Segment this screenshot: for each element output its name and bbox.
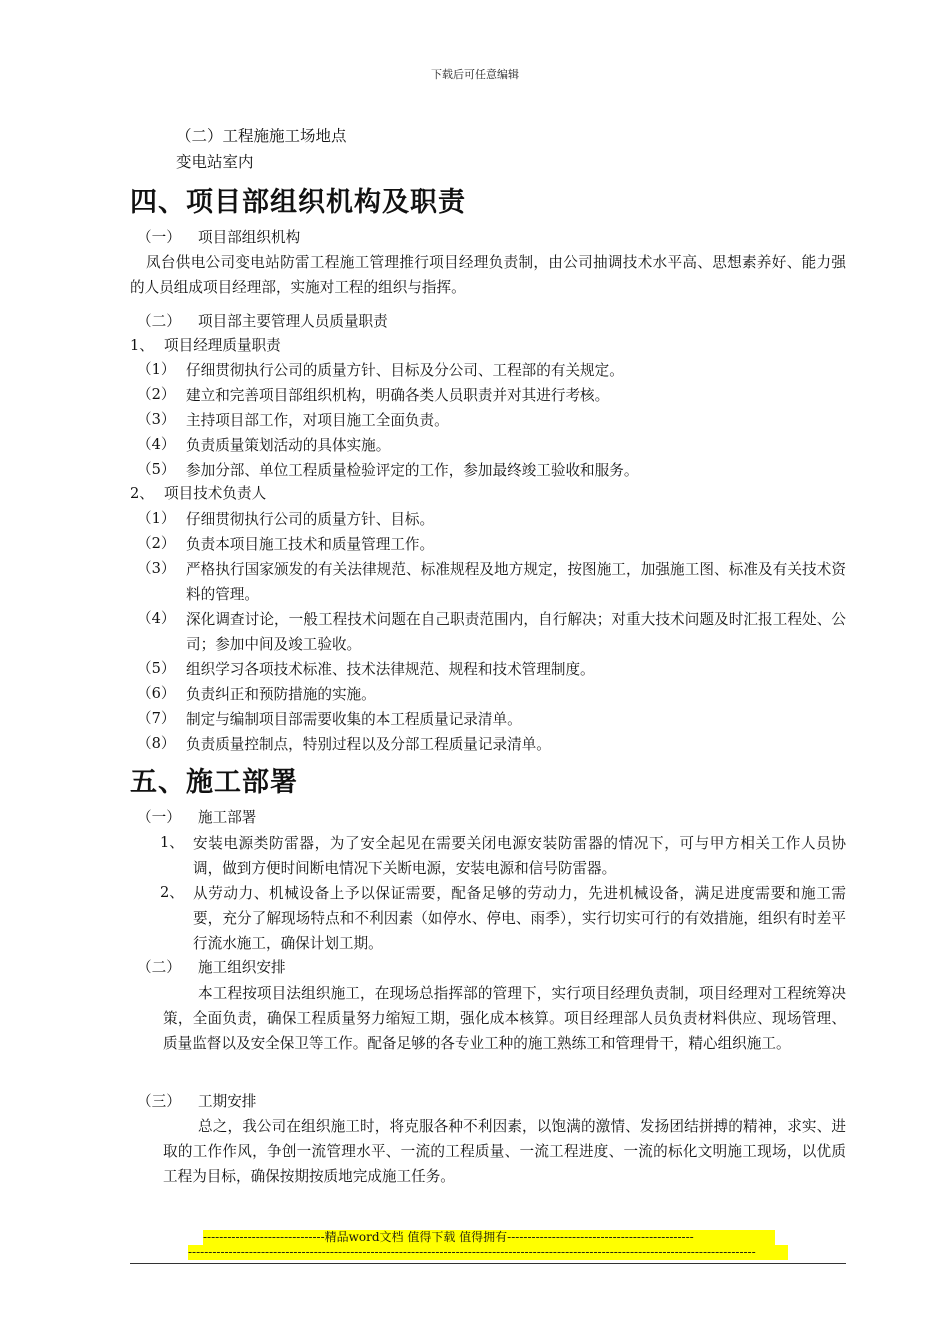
list-item: 建立和完善项目部组织机构，明确各类人员职责并对其进行考核。 (186, 387, 610, 404)
schedule-paragraph: 总之，我公司在组织施工时，将克服各种不利因素，以饱满的激情、发扬团结拼搏的精神，求实、进取的工作作风，争创一流管理水平、一流的工程质量、一流工程进度、一流的标化文明施工现场，以优质工程为目标，确保按期按质地完成施工任务。 (163, 1118, 846, 1185)
footer-rule (130, 1263, 846, 1264)
section5-sub3-label: 工期安排 (198, 1093, 257, 1110)
list-item: 负责本项目施工技术和质量管理工作。 (186, 536, 435, 553)
list-item-num: （6） (137, 685, 176, 702)
section5-sub1-label: 施工部署 (198, 809, 257, 826)
footer-banner: ------------------------------精品word文档 值得下载 值得拥有---------------------------------------------- (203, 1230, 775, 1245)
section5-title: 五、施工部署 (130, 767, 298, 798)
list-item: 负责质量控制点，特别过程以及分部工程质量记录清单。 (186, 736, 551, 753)
section5-sub1-num: （一） (137, 809, 181, 826)
section4-title: 四、项目部组织机构及职责 (130, 187, 466, 218)
role2-label: 项目技术负责人 (164, 485, 267, 502)
list-item-num: 1、 (160, 834, 184, 851)
list-item: 主持项目部工作，对项目施工全面负责。 (186, 412, 449, 429)
list-item-num: （1） (137, 510, 176, 527)
list-item: 组织学习各项技术标准、技术法律规范、规程和技术管理制度。 (186, 661, 595, 678)
site-value: 变电站室内 (176, 153, 254, 171)
list-item-num: （3） (137, 560, 176, 577)
list-item-num: （2） (137, 535, 176, 552)
list-item-num: （8） (137, 735, 176, 752)
site-heading: （二）工程施施工场地点 (176, 127, 347, 145)
role1-label: 项目经理质量职责 (164, 337, 281, 354)
list-item-num: （5） (137, 660, 176, 677)
section5-sub2-num: （二） (137, 959, 181, 976)
list-item-num: （5） (137, 461, 176, 478)
page-header: 下载后可任意编辑 (431, 68, 519, 81)
list-item-num: （4） (137, 436, 176, 453)
org-paragraph: 本工程按项目法组织施工，在现场总指挥部的管理下，实行项目经理负责制，项目经理对工程统筹决策，全面负责，确保工程质量努力缩短工期，强化成本核算。项目经理部人员负责材料供应、现场管理、质量监督以及安全保卫等工作。配备足够的各专业工种的施工熟练工和管理骨干，精心组织施工。 (163, 985, 846, 1052)
role1-num: 1、 (130, 337, 154, 354)
list-item: 严格执行国家颁发的有关法律规范、标准规程及地方规定，按图施工，加强施工图、标准及有关技术资料的管理。 (186, 561, 846, 603)
list-item: 负责质量策划活动的具体实施。 (186, 437, 391, 454)
footer-dashes: -------------------------------------------------------------------------------------------------------------------------------------------- (188, 1245, 788, 1260)
list-item-num: （4） (137, 610, 176, 627)
list-item-num: （7） (137, 710, 176, 727)
section4-sub2-num: （二） (137, 313, 181, 330)
section5-sub2-label: 施工组织安排 (198, 959, 286, 976)
list-item: 深化调查讨论，一般工程技术问题在自己职责范围内，自行解决；对重大技术问题及时汇报工程处、公司；参加中间及竣工验收。 (186, 611, 846, 653)
list-item-num: （1） (137, 361, 176, 378)
list-item: 参加分部、单位工程质量检验评定的工作，参加最终竣工验收和服务。 (186, 462, 639, 479)
section4-sub1-num: （一） (137, 229, 181, 246)
role2-num: 2、 (130, 485, 154, 502)
list-item-num: （3） (137, 411, 176, 428)
list-item: 制定与编制项目部需要收集的本工程质量记录清单。 (186, 711, 522, 728)
section4-intro: 凤台供电公司变电站防雷工程施工管理推行项目经理负责制，由公司抽调技术水平高、思想素养好、能力强的人员组成项目经理部，实施对工程的组织与指挥。 (130, 254, 846, 296)
section4-sub2-label: 项目部主要管理人员质量职责 (198, 313, 388, 330)
list-item: 安装电源类防雷器，为了安全起见在需要关闭电源安装防雷器的情况下，可与甲方相关工作人员协调，做到方便时间断电情况下关断电源，安装电源和信号防雷器。 (193, 835, 846, 877)
list-item: 从劳动力、机械设备上予以保证需要，配备足够的劳动力，先进机械设备，满足进度需要和施工需要，充分了解现场特点和不利因素（如停水、停电、雨季），实行切实可行的有效措施，组织有时差平行流水施工，确保计划工期。 (193, 885, 846, 952)
section5-sub3-num: （三） (137, 1093, 181, 1110)
list-item: 负责纠正和预防措施的实施。 (186, 686, 376, 703)
list-item: 仔细贯彻执行公司的质量方针、目标及分公司、工程部的有关规定。 (186, 362, 624, 379)
list-item: 仔细贯彻执行公司的质量方针、目标。 (186, 511, 435, 528)
list-item-num: （2） (137, 386, 176, 403)
list-item-num: 2、 (160, 884, 184, 901)
section4-sub1-label: 项目部组织机构 (198, 229, 301, 246)
